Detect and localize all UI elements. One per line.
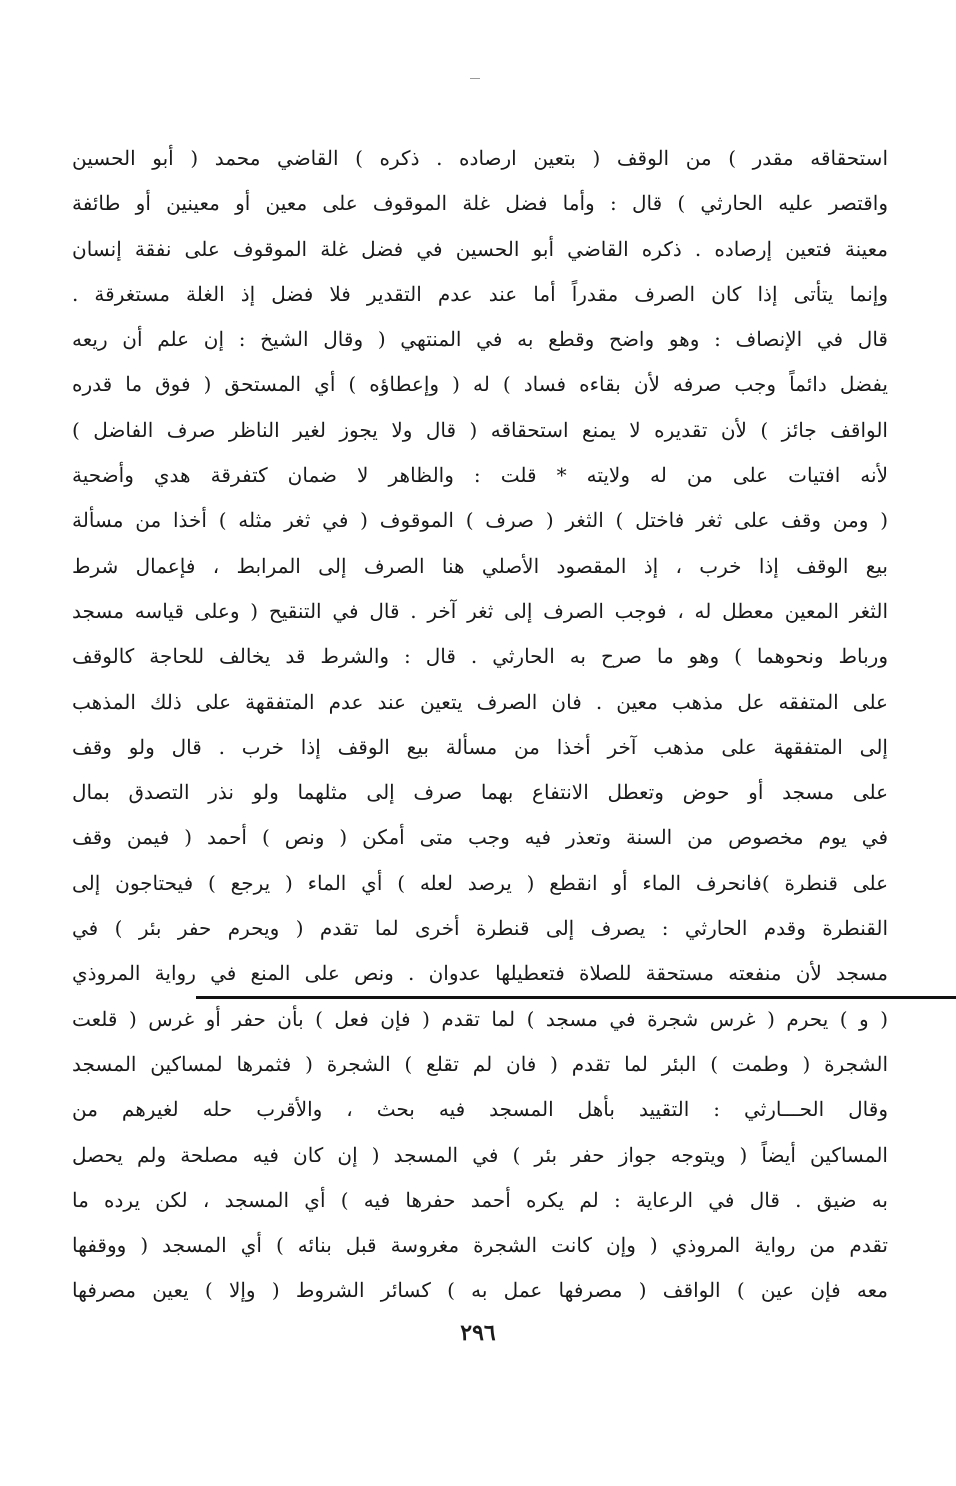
page-number: ٢٩٦ bbox=[460, 1320, 496, 1346]
text-line: معه فإن عين ) الواقف ( مصرفها عمل به ) كسائر الشروط ( وإلا ) يعين مصرفها bbox=[72, 1278, 888, 1303]
margin-rule-line bbox=[196, 996, 956, 999]
text-line: وقال الحـــارثي : التقييد بأهل المسجد فيه بحث ، والأقرب حله لغيرهم من bbox=[72, 1097, 888, 1122]
text-line: استحقاقه مقدر ) من الوقف ( بتعين ارصاده . ذكره ) القاضي محمد ( أبو الحسين bbox=[72, 146, 888, 170]
text-line: إلى المتفقهة على مذهب آخر أخذا من مسألة بيع الوقف إذا خرب . قال ولو وقف bbox=[72, 734, 888, 759]
text-line: ( ومن وقف على ثغر فاختل ) الثغر ( صرف ) الموقوف ( في ثغر مثله ) أخذا من مسألة bbox=[72, 508, 888, 533]
text-line: المساكين أيضاً ( ويتوجه جواز حفر بئر ) في المسجد ( إن كان فيه مصلحة ولم يحصل bbox=[72, 1142, 888, 1167]
text-line: ورباط ونحوهما ) وهو ما صرح به الحارثي . قال : والشرط قد يخالف للحاجة كالوقف bbox=[72, 644, 888, 669]
text-line: الثغر المعين معطل له ، فوجب الصرف إلى ثغر آخر . قال في التنقيح ( وعلى قياسه مسجد bbox=[72, 598, 888, 623]
text-line: واقتصر عليه الحارثي ) قال : وأما فضل غلة الموقوف على معين أو معينين أو طائفة bbox=[72, 191, 888, 216]
text-line: الواقف جائز ) لأن تقديره لا يمنع استحقاقه ( قال ولا يجوز لغير الناظر صرف الفاضل ) bbox=[72, 417, 888, 442]
body-text bbox=[72, 136, 888, 1314]
text-line: على قنطرة )فانحرف الماء أو انقطع ( يرصد لعله ) أي الماء ( يرجع ) فيحتاجون إلى bbox=[72, 870, 888, 895]
text-line: يفضل دائماً وجب صرفه لأن بقاءه فساد ) له ( وإعطاؤه ) أي المستحق ( فوق ما قدره bbox=[72, 372, 888, 397]
text-line: تقدم من رواية المروذي ( وإن كانت الشجرة مغروسة قبل بنائه ) أي المسجد ( ووقفها bbox=[72, 1233, 888, 1258]
text-line: به ضيق . قال في الرعاية : لم يكره أحمد حفرها فيه ) أي المسجد ، لكن يرده ما bbox=[72, 1187, 888, 1212]
text-line: بيع الوقف إذا خرب ، إذ المقصود الأصلي هنا الصرف إلى المرابط ، فإعمال شرط bbox=[72, 553, 888, 578]
text-line: على مسجد أو حوض وتعطل الانتفاع بهما صرف إلى مثلهما ولو نذر التصدق بمال bbox=[72, 780, 888, 805]
text-line: قال في الإنصاف : وهو واضح وقطع به في المنتهي ( وقال الشيخ : إن علم أن ريعه bbox=[72, 327, 888, 352]
text-line: وإنما يتأتى إذا كان الصرف مقدراً أما عند عدم التقدير فلا فضل إذ الغلة مستغرقة . bbox=[72, 281, 888, 306]
text-line: في يوم مخصوص من السنة وتعذر فيه وجب متى أمكن ( ونص ) أحمد ( فيمن وقف bbox=[72, 825, 888, 850]
text-line: لأنه افتيات على من له ولايته * قلت : والظاهر لا ضمان كتفرقة هدي وأضحية bbox=[72, 463, 888, 488]
top-margin-mark bbox=[470, 78, 480, 79]
text-line: مسجد لأن منفعته مستحقة للصلاة فتعطيلها عدوان . ونص على المنع في رواية المروذي bbox=[72, 961, 888, 986]
text-line: معينة فتعين إرصاده . ذكره القاضي أبو الحسين في فضل غلة الموقوف على نفقة إنسان bbox=[72, 236, 888, 261]
text-line: على المتفقه عل مذهب معين . فان الصرف يتعين عند عدم المتفقهة على ذلك المذهب bbox=[72, 689, 888, 714]
text-line: القنطرة وقدم الحارثي : يصرف إلى قنطرة أخرى لما تقدم ( ويحرم حفر بئر ) في bbox=[72, 916, 888, 941]
text-line: ( و ) يحرم ( غرس شجرة في مسجد ) لما تقدم ( فإن فعل ) بأن حفر أو غرس ( قلعت bbox=[72, 1006, 888, 1031]
text-line: الشجرة ( وطمت ) البئر لما تقدم ( فان لم تقلع ) الشجرة ( فثمرها لمساكين المسجد bbox=[72, 1051, 888, 1076]
